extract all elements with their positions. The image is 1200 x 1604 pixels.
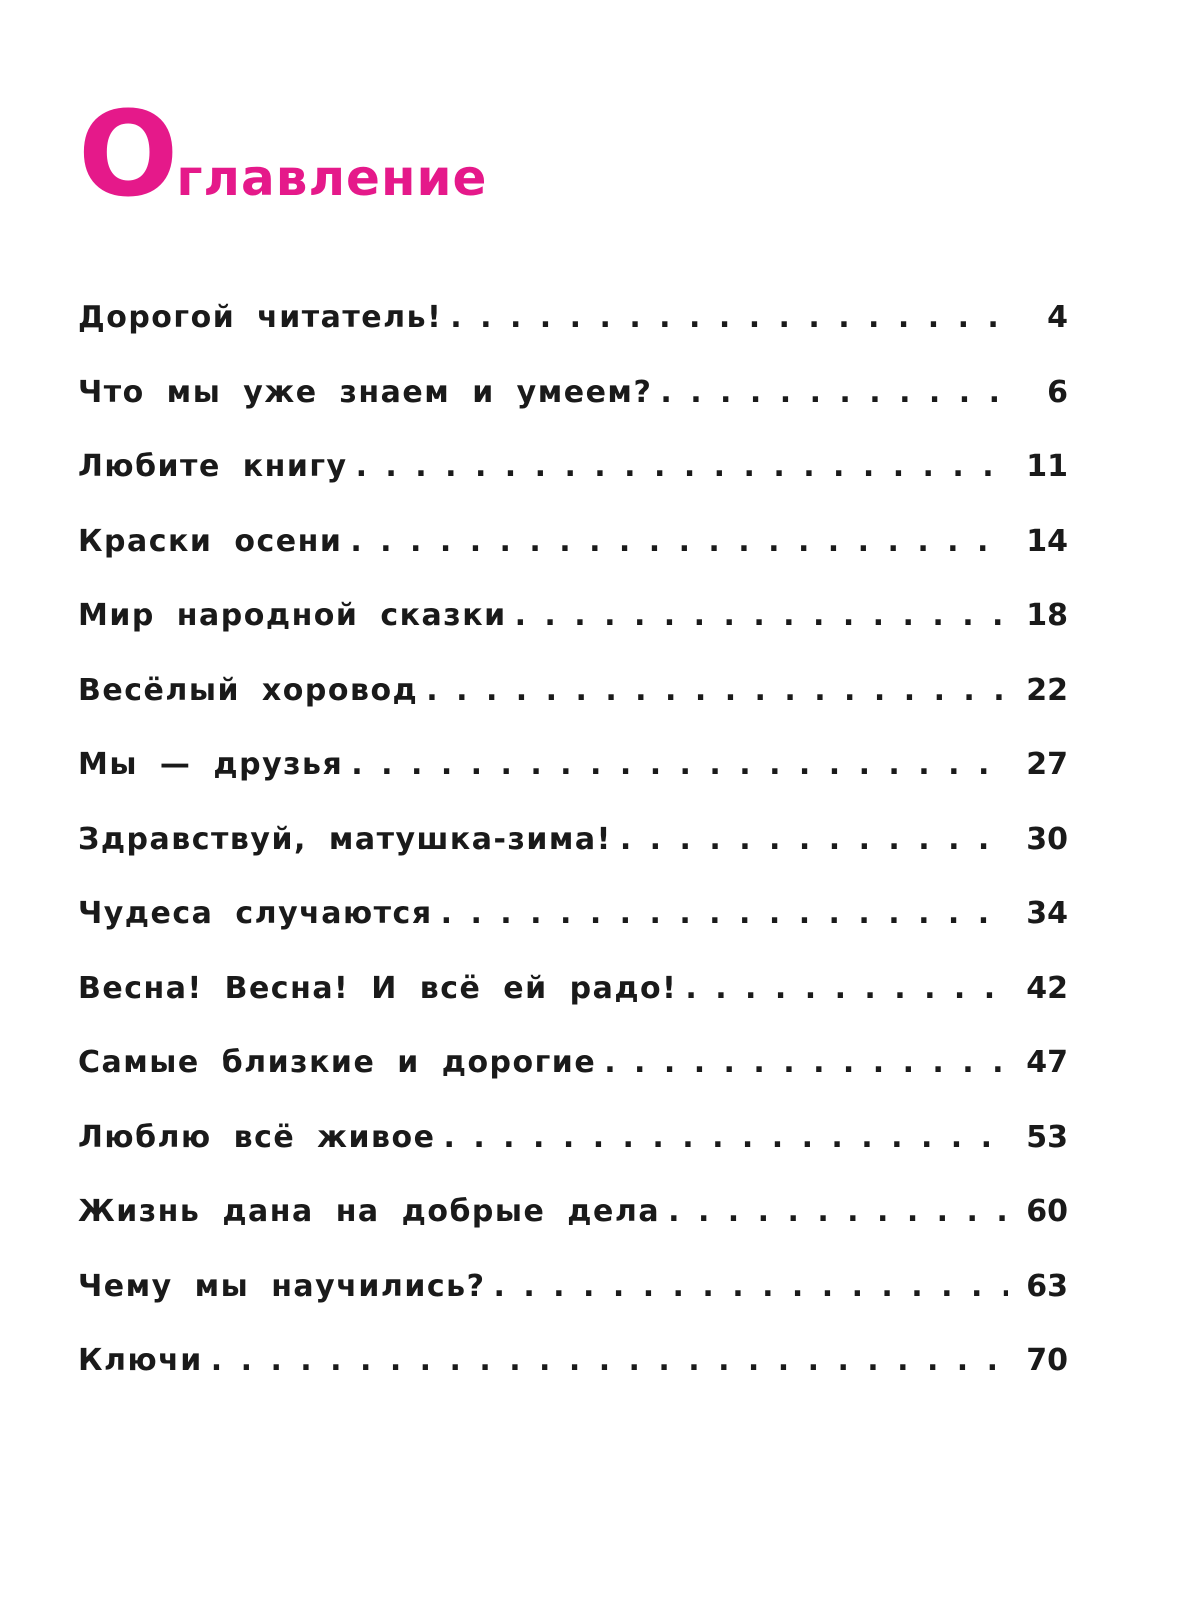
toc-entry-title: Дорогой читатель! [78,300,443,335]
toc-entry-title: Самые близкие и дорогие [78,1045,597,1080]
toc-leader-dots [668,1194,1008,1229]
toc-entry-page: 4 [1047,300,1068,335]
toc-leader-dots [604,1045,1008,1080]
toc-entry-page: 60 [1026,1194,1068,1229]
toc-entry[interactable] [78,1343,1068,1418]
toc-entry[interactable] [78,300,1068,375]
toc-entry-page: 42 [1026,970,1068,1006]
toc-entry-title: Весна! Весна! И всё ей радо! [78,970,678,1006]
toc-entry-page: 27 [1026,747,1068,782]
toc-entry-page: 47 [1026,1045,1068,1080]
toc-entry-title: Здравствуй, матушка-зима! [78,821,612,857]
page-title [78,85,488,223]
toc-entry-title: Ключи [78,1343,203,1378]
toc-leader-dots [660,375,1008,410]
toc-entry-title: Весёлый хоровод [78,672,419,708]
toc-entry-page: 22 [1026,672,1068,708]
toc-leader-dots [350,524,1008,559]
toc-entry[interactable] [78,1269,1068,1344]
toc-entry-page: 63 [1026,1268,1068,1304]
toc-entry[interactable] [78,673,1068,748]
toc-entry[interactable] [78,896,1068,971]
toc-entry[interactable] [78,375,1068,450]
table-of-contents [78,300,1068,1418]
toc-leader-dots [620,822,1008,857]
toc-entry[interactable] [78,747,1068,822]
toc-entry[interactable] [78,1120,1068,1195]
toc-entry-title: Мы — друзья [78,747,344,782]
toc-entry-title: Мир народной сказки [78,598,507,633]
toc-entry[interactable] [78,524,1068,599]
toc-entry-title: Чудеса случаются [78,896,433,931]
toc-entry-page: 11 [1026,449,1068,484]
toc-leader-dots [494,1269,1009,1304]
title-initial-letter: О [78,85,177,223]
toc-leader-dots [351,747,1008,782]
toc-entry-title: Что мы уже знаем и умеем? [78,374,653,410]
toc-leader-dots [450,300,1008,335]
toc-entry-title: Люблю всё живое [78,1119,436,1155]
toc-entry[interactable] [78,1045,1068,1120]
toc-entry-page: 53 [1026,1119,1068,1155]
toc-entry-page: 30 [1026,821,1068,857]
toc-leader-dots [426,673,1008,708]
toc-entry-page: 34 [1026,896,1068,931]
toc-entry-page: 6 [1047,374,1068,410]
toc-entry[interactable] [78,449,1068,524]
toc-entry-title: Любите книгу [78,449,348,484]
toc-entry[interactable] [78,1194,1068,1269]
toc-entry-title: Краски осени [78,523,343,559]
toc-entry[interactable] [78,598,1068,673]
title-rest: главление [176,149,488,207]
toc-entry[interactable] [78,822,1068,897]
toc-entry[interactable] [78,971,1068,1046]
toc-leader-dots [515,598,1008,633]
toc-leader-dots [356,449,1008,484]
toc-leader-dots [444,1120,1009,1155]
toc-leader-dots [685,971,1008,1006]
toc-entry-page: 18 [1026,598,1068,633]
toc-entry-title: Чему мы научились? [78,1268,486,1304]
toc-entry-page: 70 [1026,1343,1068,1378]
toc-leader-dots [211,1343,1008,1378]
toc-leader-dots [441,896,1008,931]
toc-entry-page: 14 [1026,523,1068,559]
toc-entry-title: Жизнь дана на добрые дела [78,1194,661,1229]
